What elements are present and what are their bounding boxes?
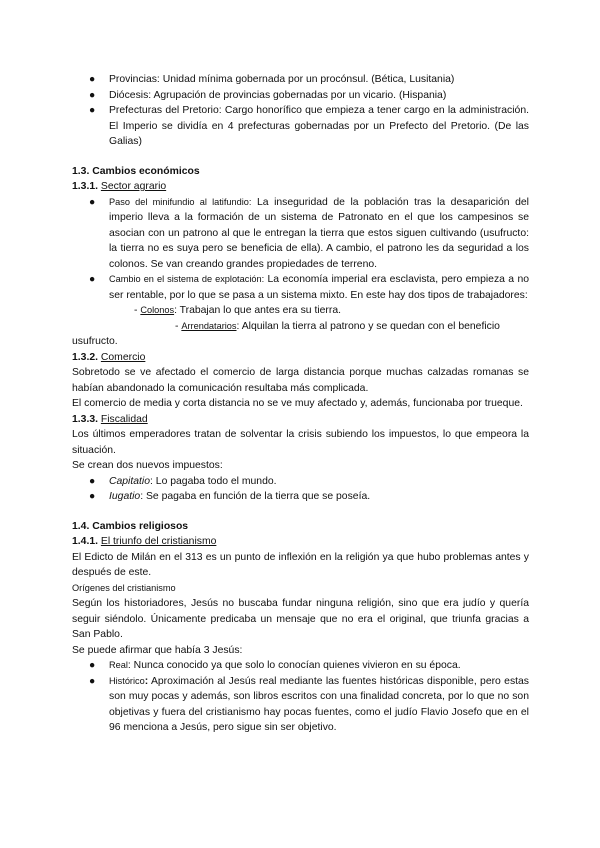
paragraph: Se crean dos nuevos impuestos: (72, 460, 223, 471)
arrendatarios-text: : Alquilan la tierra al patrono y se quedan con el beneficio (236, 320, 500, 332)
colonos-label: Colonos (140, 305, 175, 315)
paragraph: Según los historiadores, Jesús no buscaba fundar ninguna religión, sino que era judío y quería seguir siéndolo. Únicamente predicaba un mensaje que no era el original, que triunfa gracias a San Pablo. (72, 598, 529, 640)
jesus-list (72, 658, 529, 736)
tax-text: : Se pagaba en función de la tierra que se poseía. (140, 491, 371, 502)
bullet-icon: ● (89, 89, 96, 101)
subsection-number: 1.4.1. (72, 536, 98, 547)
subsection-heading-1-4-1 (72, 534, 529, 550)
subsection-heading-1-3-2 (72, 350, 529, 366)
subsection-number: 1.3.2. (72, 351, 98, 363)
colonos-line: - Colonos: Trabajan lo que antes era su tierra. (134, 305, 342, 316)
item-text: Nunca conocido ya que solo lo conocían quienes vivieron en su época. (130, 660, 461, 671)
item-label: Real (109, 660, 128, 670)
spacer (72, 150, 529, 164)
subsection-number: 1.3.3. (72, 413, 98, 425)
subsection-heading-1-3-1 (72, 179, 529, 195)
section-heading-1-4: 1.4. Cambios religiosos (72, 520, 189, 532)
item-label: Histórico (109, 675, 145, 686)
agrarian-list (72, 195, 529, 304)
bullet-icon: ● (89, 105, 96, 116)
subsection-title: Fiscalidad (100, 413, 148, 425)
arrendatarios-label: Arrendatarios (181, 320, 237, 331)
spacer (72, 505, 529, 519)
list-item (72, 658, 529, 674)
subsection-title: Sector agrario (100, 181, 167, 192)
subsection-heading-1-3-3 (72, 412, 529, 428)
list-item (72, 272, 529, 303)
item-sep: : (144, 675, 149, 687)
paragraph: El Edicto de Milán en el 313 es un punto de inflexión en la religión ya que hubo problemas antes y después de este. (72, 551, 529, 578)
paragraph: Sobretodo se ve afectado el comercio de larga distancia porque muchas calzadas romanas se habían abandonado la comunicación resultaba más complicada. (72, 367, 529, 394)
item-text: Aproximación al Jesús real mediante las fuentes históricas disponible, pero estas son muy pocas y además, son libros escritos con una finalidad concreta, por lo que no son objetivas y fuera del cristianismo hay pocas fuentes, como el judío Flavio Josefo que en el 96 menciona a Jesús, pero sigue sin ser objetivo. (109, 675, 529, 733)
list-item (72, 88, 529, 104)
item-label: Paso del minifundio al latifundio: (109, 196, 252, 207)
list-item-text: Provincias: Unidad mínima gobernada por un procónsul. (Bética, Lusitania) (109, 74, 455, 85)
arrendatarios-line: - Arrendatarios: Alquilan la tierra al patrono y se quedan con el beneficio (175, 320, 500, 332)
bullet-icon: ● (89, 491, 96, 502)
bullet-icon: ● (89, 660, 96, 671)
taxes-list (72, 474, 529, 505)
bullet-icon: ● (89, 675, 96, 687)
paragraph: El comercio de media y corta distancia no se ve muy afectado y, además, funcionaba por trueque. (72, 398, 523, 409)
item-text: La inseguridad de la población tras la desaparición del imperio lleva a la formación de un sistema de Patronato en el que los campesinos se asocian con un patrono al que le entregan la tierra que estos siguen cultivando (usufructo: la tierra no es suya pero se beneficia de ella). A cambio, el patrono les da seguridad a los colonos. Se van creando grandes propiedades de terreno. (109, 196, 529, 270)
list-item-text: Diócesis: Agrupación de provincias gobernadas por un vicario. (Hispania) (109, 89, 447, 101)
arrendatarios-continuation: usufructo. (72, 336, 118, 347)
tax-name: Capitatio (109, 475, 151, 487)
bullet-icon: ● (89, 475, 96, 487)
list-item-text: Prefecturas del Pretorio: Cargo honorífico que empieza a tener cargo en la administración. El Imperio se dividía en 4 prefecturas gobernadas por un Prefecto del Pretorio. (De las Galias) (109, 105, 529, 147)
item-label: Cambio en el sistema de explotación: (109, 274, 265, 284)
subsection-title: Comercio (100, 351, 146, 363)
tax-name: Iugatio (109, 491, 141, 502)
list-item (72, 474, 529, 490)
bullet-icon: ● (89, 274, 96, 285)
paragraph: Los últimos emperadores tratan de solventar la crisis subiendo los impuestos, lo que empeora la situación. (72, 429, 529, 456)
list-item (72, 72, 529, 88)
subsection-title: El triunfo del cristianismo (100, 536, 217, 547)
list-item (72, 103, 529, 150)
subsection-number: 1.3.1. (72, 181, 98, 192)
tax-text: : Lo pagaba todo el mundo. (150, 475, 277, 487)
section-heading-1-3: 1.3. Cambios económicos (72, 165, 200, 177)
item-sep: : (127, 660, 131, 671)
paragraph: Se puede afirmar que había 3 Jesús: (72, 644, 243, 656)
list-item (72, 489, 529, 505)
list-item (72, 674, 529, 736)
intro-list (72, 72, 529, 150)
item-text: La economía imperial era esclavista, pero empieza a no ser rentable, por lo que se pasa a un sistema mixto. En este hay dos tipos de trabajadores: (109, 274, 530, 301)
colonos-text: : Trabajan lo que antes era su tierra. (174, 305, 342, 316)
bullet-icon: ● (89, 196, 96, 208)
list-item (72, 195, 529, 273)
bullet-icon: ● (89, 74, 96, 85)
origins-heading: Orígenes del cristianismo (72, 582, 176, 593)
